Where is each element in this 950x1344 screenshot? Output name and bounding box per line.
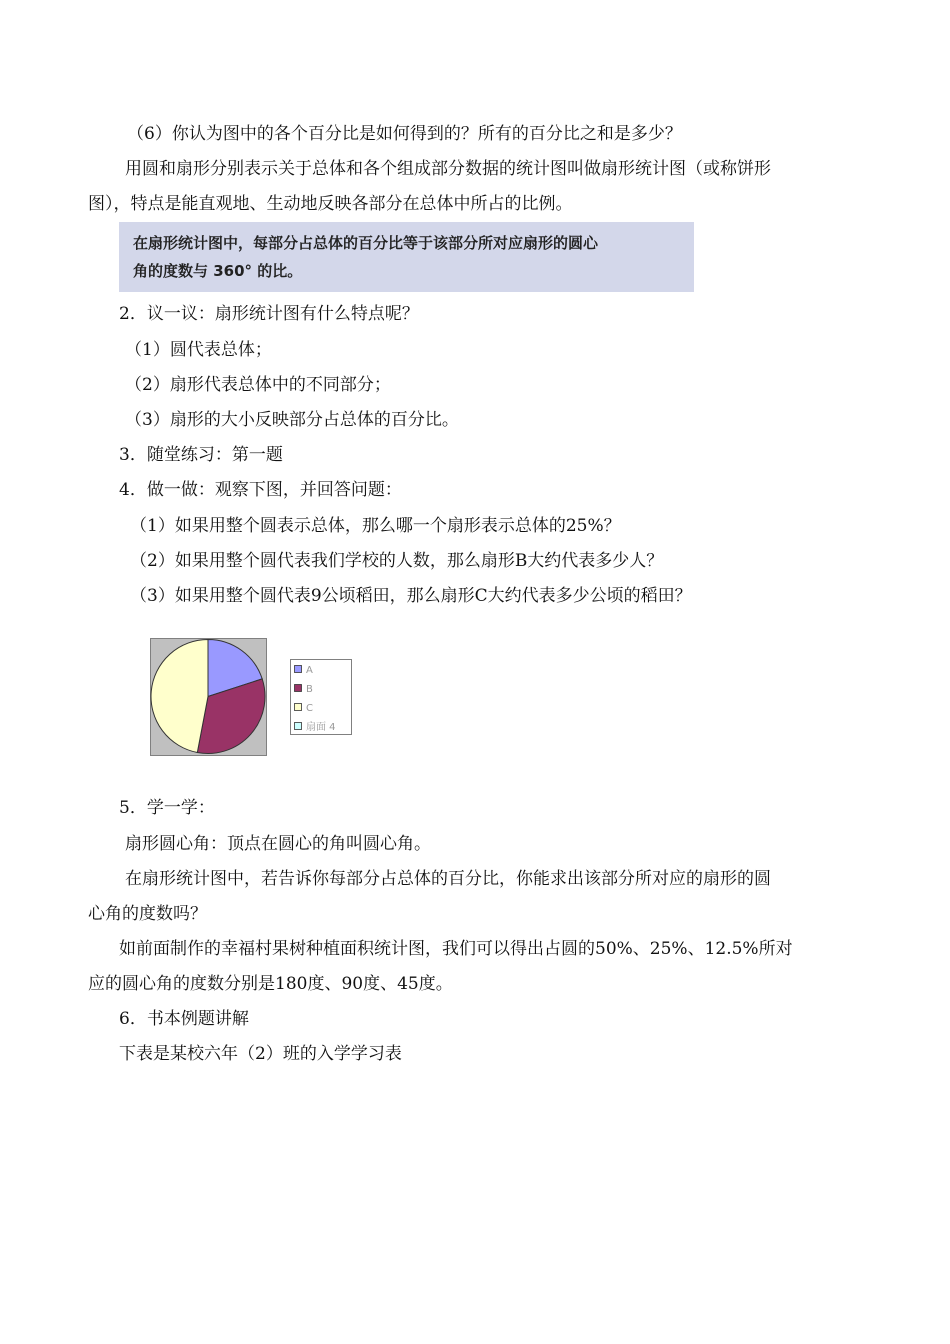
legend-label-2: B xyxy=(306,684,313,695)
highlight-note xyxy=(119,222,694,292)
note-line-2: 角的度数与 360° 的比。 xyxy=(133,262,303,280)
section-3-title: 3．随堂练习：第一题 xyxy=(119,445,283,465)
section-4-item-1: （1）如果用整个圆表示总体，那么哪一个扇形表示总体的25%？ xyxy=(130,516,621,536)
section-5-answer-1: 如前面制作的幸福村果树种植面积统计图，我们可以得出占圆的50%、25%、12.5%所对 xyxy=(119,939,793,959)
pie-slices xyxy=(151,640,265,754)
section-2-title: 2．议一议：扇形统计图有什么特点呢？ xyxy=(119,304,419,324)
section-4-title: 4．做一做：观察下图，并回答问题： xyxy=(119,480,402,500)
section-5-title: 5．学一学： xyxy=(119,798,215,818)
section-5-definition: 扇形圆心角：顶点在圆心的角叫圆心角。 xyxy=(125,834,431,854)
legend-swatch-2 xyxy=(295,685,302,692)
section-2-item-3: （3）扇形的大小反映部分占总体的百分比。 xyxy=(125,410,459,430)
section-2-item-2: （2）扇形代表总体中的不同部分； xyxy=(125,375,391,395)
section-2-item-1: （1）圆代表总体； xyxy=(125,340,272,360)
legend-swatch-1 xyxy=(295,666,302,673)
section-5-question-1: 在扇形统计图中，若告诉你每部分占总体的百分比，你能求出该部分所对应的扇形的圆 xyxy=(125,869,771,889)
definition-line-1: 用圆和扇形分别表示关于总体和各个组成部分数据的统计图叫做扇形统计图（或称饼形 xyxy=(125,159,771,179)
definition-line-2: 图），特点是能直观地、生动地反映各部分在总体中所占的比例。 xyxy=(88,194,573,214)
section-6-text: 下表是某校六年（2）班的入学学习表 xyxy=(119,1044,402,1064)
note-line-1: 在扇形统计图中，每部分占总体的百分比等于该部分所对应扇形的圆心 xyxy=(133,234,599,252)
section-5-question-2: 心角的度数吗？ xyxy=(88,904,207,924)
legend-label-4: 扇面 4 xyxy=(306,722,336,733)
section-6-title: 6．书本例题讲解 xyxy=(119,1009,249,1029)
legend-label-3: C xyxy=(306,703,313,714)
pie-chart xyxy=(150,638,353,756)
legend-label-1: A xyxy=(306,665,313,676)
legend-swatch-4 xyxy=(295,723,302,730)
section-4-item-2: （2）如果用整个圆代表我们学校的人数，那么扇形B大约代表多少人？ xyxy=(130,551,664,571)
legend-swatch-3 xyxy=(295,704,302,711)
question-6: （6）你认为图中的各个百分比是如何得到的？所有的百分比之和是多少？ xyxy=(127,124,682,144)
section-5-answer-2: 应的圆心角的度数分别是180度、90度、45度。 xyxy=(88,974,453,994)
section-4-item-3: （3）如果用整个圆代表9公顷稻田，那么扇形C大约代表多少公顷的稻田？ xyxy=(130,586,692,606)
